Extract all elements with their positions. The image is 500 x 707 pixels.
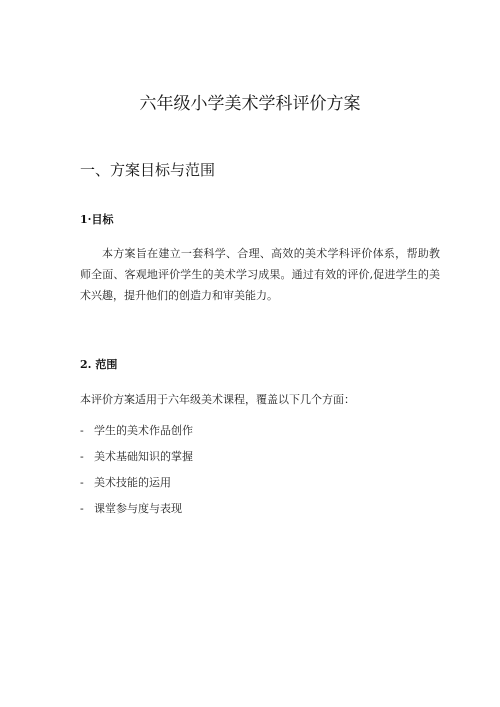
section-heading-goals-scope: 一、方案目标与范围 — [80, 161, 216, 179]
list-dash: - — [80, 450, 84, 463]
list-item-text: 美术技能的运用 — [94, 476, 171, 489]
scope-list — [80, 418, 193, 522]
goal-paragraph: 本方案旨在建立一套科学、合理、高效的美术学科评价体系，帮助教师全面、客观地评价学生的美术学习成果。通过有效的评价,促进学生的美术兴趣，提升他们的创造力和审美能力。 — [80, 247, 440, 302]
list-item-text: 美术基础知识的掌握 — [94, 450, 193, 463]
list-dash: - — [80, 476, 84, 489]
list-item — [80, 496, 193, 522]
list-item-text: 课堂参与度与表现 — [94, 502, 182, 515]
document-title: 六年级小学美术学科评价方案 — [139, 94, 361, 114]
list-item — [80, 444, 193, 470]
list-item — [80, 470, 193, 496]
subheading-goal: 1·目标 — [80, 213, 114, 226]
scope-intro: 本评价方案适用于六年级美术课程，覆盖以下几个方面： — [80, 393, 355, 406]
list-item — [80, 418, 193, 444]
subheading-scope: 2. 范围 — [80, 358, 118, 371]
list-item-text: 学生的美术作品创作 — [94, 424, 193, 437]
list-dash: - — [80, 502, 84, 515]
list-dash: - — [80, 424, 84, 437]
